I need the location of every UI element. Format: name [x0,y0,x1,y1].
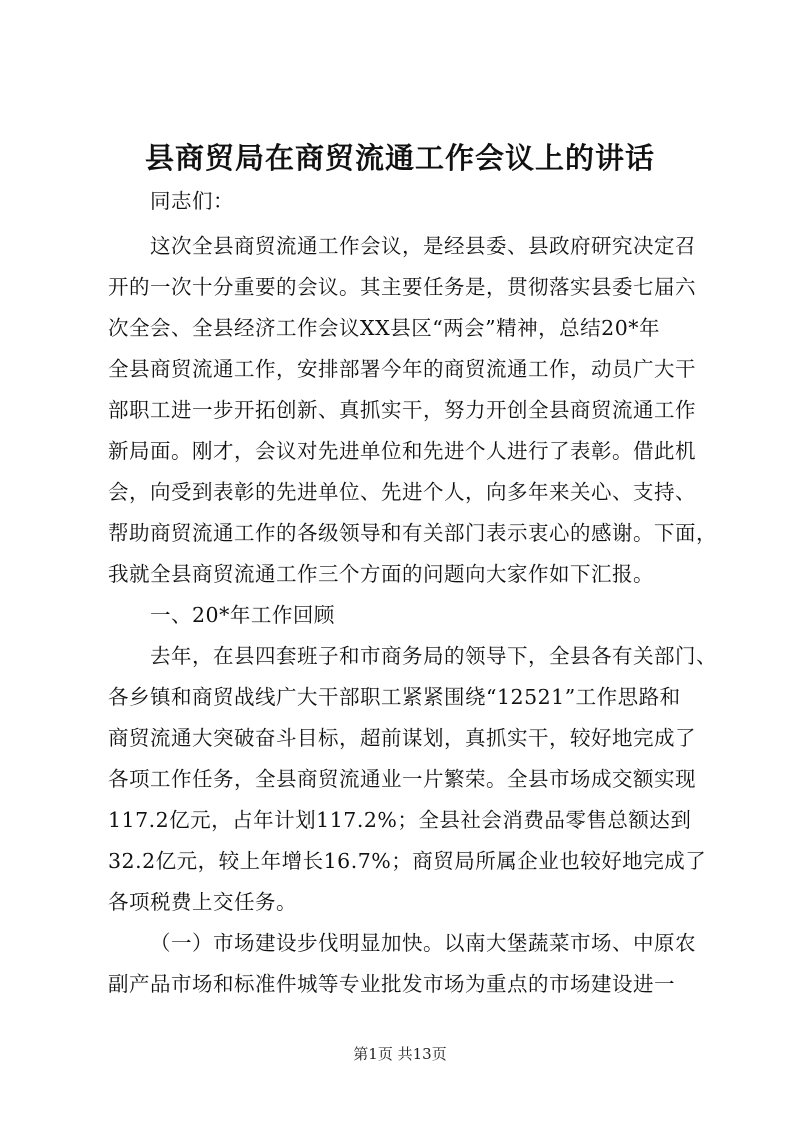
paragraph-line: 我就全县商贸流通工作三个方面的问题向大家作如下汇报。 [108,562,654,586]
paragraph-line: 全县商贸流通工作，安排部署今年的商贸流通工作，动员广大干 [108,357,696,381]
paragraph-line: 32.2亿元，较上年增长16.7%；商贸局所属企业也较好地完成了 [108,849,707,873]
paragraph-line: 这次全县商贸流通工作会议，是经县委、县政府研究决定召 [150,234,696,258]
paragraph-line: 117.2亿元，占年计划117.2%；全县社会消费品零售总额达到 [108,808,692,832]
document-title: 县商贸局在商贸流通工作会议上的讲话 [144,141,655,175]
paragraph-line: 帮助商贸流通工作的各级领导和有关部门表示衷心的感谢。下面， [108,521,717,545]
salutation: 同志们： [150,189,234,213]
paragraph-line: 商贸流通大突破奋斗目标，超前谋划，真抓实干，较好地完成了 [108,726,696,750]
section-heading: 一、20*年工作回顾 [150,603,335,627]
paragraph-line: 去年，在县四套班子和市商务局的领导下，全县各有关部门、 [150,644,717,668]
paragraph-line: 次全会、全县经济工作会议XX县区“两会”精神，总结20*年 [108,316,660,340]
paragraph-line: （一）市场建设步伐明显加快。以南大堡蔬菜市场、中原农 [150,931,696,955]
paragraph-line: 副产品市场和标准件城等专业批发市场为重点的市场建设进一 [108,972,675,996]
paragraph-line: 开的一次十分重要的会议。其主要任务是，贯彻落实县委七届六 [108,275,696,299]
paragraph-line: 各乡镇和商贸战线广大干部职工紧紧围绕“12521”工作思路和 [108,685,681,709]
paragraph-line: 新局面。刚才，会议对先进单位和先进个人进行了表彰。借此机 [108,439,696,463]
paragraph-line: 各项税费上交任务。 [108,890,297,914]
paragraph-line: 部职工进一步开拓创新、真抓实干，努力开创全县商贸流通工作 [108,398,696,422]
page-footer: 第1页 共13页 [353,1045,447,1063]
paragraph-line: 会，向受到表彰的先进单位、先进个人，向多年来关心、支持、 [108,480,696,504]
paragraph-line: 各项工作任务，全县商贸流通业一片繁荣。全县市场成交额实现 [108,767,696,791]
